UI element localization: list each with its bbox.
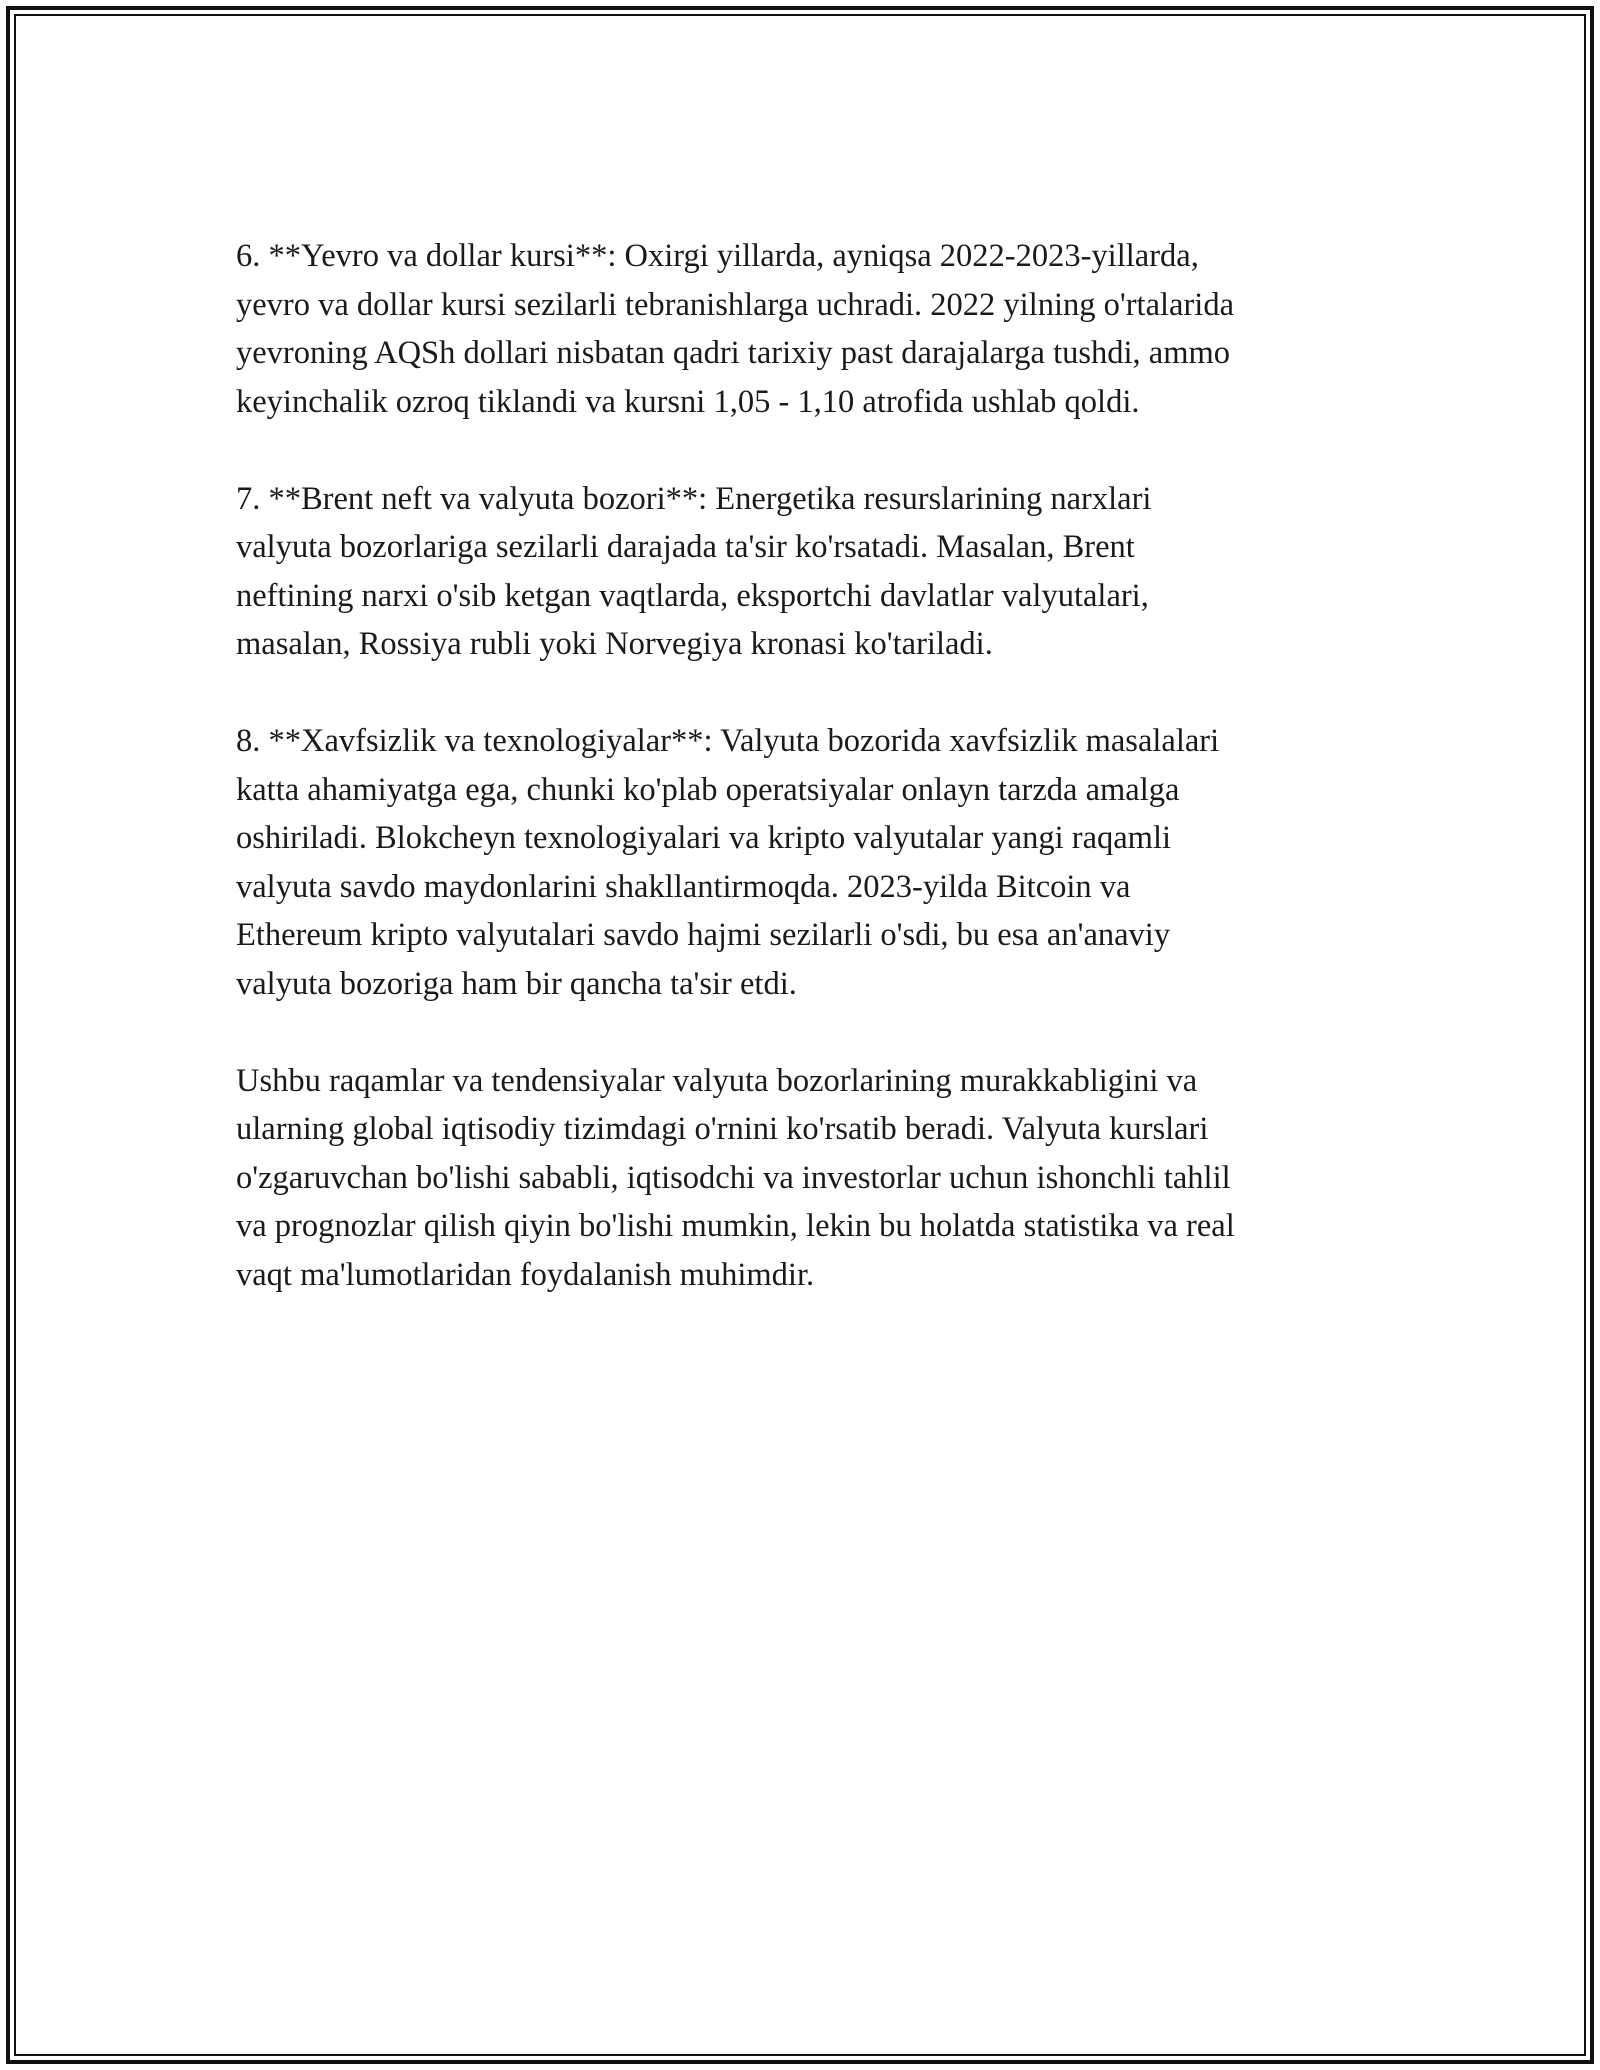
text-line: o'zgaruvchan bo'lishi sababli, iqtisodchi va investorlar uchun ishonchli tahlil <box>236 1159 1231 1196</box>
text-line: Ushbu raqamlar va tendensiyalar valyuta bozorlarining murakkabligini va <box>236 1062 1198 1099</box>
text-line: yevro va dollar kursi sezilarli tebranishlarga uchradi. 2022 yilning o'rtalarida <box>236 286 1234 323</box>
paragraph-brent-oil <box>236 475 1376 669</box>
text-line: 6. **Yevro va dollar kursi**: Oxirgi yillarda, ayniqsa 2022-2023-yillarda, <box>236 238 1199 274</box>
text-line: valyuta bozorlariga sezilarli darajada ta'sir ko'rsatadi. Masalan, Brent <box>236 529 1135 565</box>
paragraph-conclusion <box>236 1057 1376 1300</box>
text-line: 7. **Brent neft va valyuta bozori**: Energetika resurslarining narxlari <box>236 480 1152 517</box>
text-line: neftining narxi o'sib ketgan vaqtlarda, eksportchi davlatlar valyutalari, <box>236 577 1149 614</box>
text-line: valyuta savdo maydonlarini shakllantirmoqda. 2023-yilda Bitcoin va <box>236 868 1131 905</box>
text-line: Ethereum kripto valyutalari savdo hajmi sezilarli o'sdi, bu esa an'anaviy <box>236 917 1171 953</box>
text-line: 8. **Xavfsizlik va texnologiyalar**: Valyuta bozorida xavfsizlik masalalari <box>236 723 1220 759</box>
text-line: ularning global iqtisodiy tizimdagi o'rnini ko'rsatib beradi. Valyuta kurslari <box>236 1111 1209 1147</box>
text-line: katta ahamiyatga ega, chunki ko'plab operatsiyalar onlayn tarzda amalga <box>236 771 1180 808</box>
text-line: yevroning AQSh dollari nisbatan qadri tarixiy past darajalarga tushdi, ammo <box>236 335 1231 371</box>
text-line: oshiriladi. Blokcheyn texnologiyalari va kripto valyutalar yangi raqamli <box>236 820 1172 856</box>
text-line: va prognozlar qilish qiyin bo'lishi mumkin, lekin bu holatda statistika va real <box>236 1208 1235 1244</box>
document-body <box>236 232 1376 1348</box>
paragraph-security-technology <box>236 717 1376 1008</box>
paragraph-euro-dollar-rate <box>236 232 1376 426</box>
text-line: vaqt ma'lumotlaridan foydalanish muhimdir. <box>236 1256 815 1293</box>
text-line: valyuta bozoriga ham bir qancha ta'sir etdi. <box>236 965 797 1002</box>
text-line: keyinchalik ozroq tiklandi va kursni 1,05 - 1,10 atrofida ushlab qoldi. <box>236 383 1140 420</box>
text-line: masalan, Rossiya rubli yoki Norvegiya kronasi ko'tariladi. <box>236 626 993 662</box>
